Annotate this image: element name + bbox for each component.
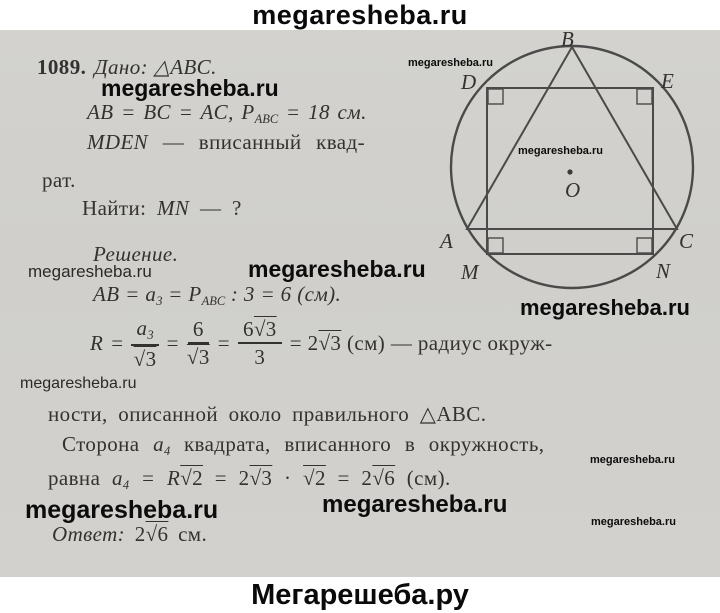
right-angle-mark-d (488, 89, 503, 104)
vertex-label-a: A (440, 229, 453, 253)
fraction-6sqrt3-3: $\frac{6√3}{3}$ (238, 318, 282, 368)
watermark-left-regular: megaresheba.ru (28, 262, 152, 281)
vertex-label-n: N (656, 259, 671, 283)
given-text: Дано: △ABC. (94, 55, 217, 79)
center-dot (567, 169, 572, 174)
watermark-mid-bold: megaresheba.ru (248, 256, 426, 282)
problem-condition-1: AB = BC = AC, $P_{ABC} = 18$ см. (87, 100, 367, 126)
site-header-text: megaresheba.ru (252, 0, 468, 30)
watermark-bottom-mid: megaresheba.ru (322, 491, 508, 518)
vertex-label-m: M (461, 260, 479, 284)
watermark-top-right: megaresheba.ru (408, 57, 493, 69)
step2-result: = 2√3 (см) — радиус окруж- (289, 330, 553, 355)
solution-step2-continued: ности, описанной около правильного △ABC. (48, 402, 487, 426)
vertex-label-c: C (679, 229, 694, 253)
watermark-right-small-2: megaresheba.ru (591, 516, 676, 528)
site-footer-text: Мегарешеба.ру (251, 579, 469, 611)
site-footer (0, 577, 720, 611)
site-header (0, 0, 720, 30)
solution-step3-line1: Сторона $a_4$ квадрата, вписанного в окружность, (62, 432, 545, 458)
solution-step2: R = $\frac{a_3}{√3}$ = $\frac{6}{√3}$ = $\frac{6√3}{3}$ = 2√3 (см) — радиус окруж- (90, 316, 553, 371)
center-label-o: O (565, 178, 581, 202)
fraction-6-sqrt3: $\frac{6}{√3}$ (186, 317, 210, 370)
vertex-label-b: B (561, 30, 574, 51)
right-angle-mark-m (488, 238, 503, 253)
problem-number: 1089. (37, 55, 87, 79)
answer-line: Ответ: 2√6 см. (52, 522, 208, 546)
watermark-under-title: megaresheba.ru (101, 75, 279, 101)
scanned-page (0, 30, 720, 577)
radius-symbol: R (90, 330, 104, 355)
right-angle-mark-e (637, 89, 652, 104)
solution-step1: AB = $a_3 = P_{ABC}$ : 3 = 6 (см). (93, 282, 342, 308)
problem-condition-2: MDEN — вписанный квад- (87, 130, 365, 154)
problem-find: Найти: MN — ? (82, 196, 242, 220)
watermark-bottom-left: megaresheba.ru (25, 496, 219, 524)
watermark-right-small-1: megaresheba.ru (590, 454, 675, 466)
right-angle-mark-n (637, 238, 652, 253)
vertex-label-e: E (661, 69, 674, 93)
watermark-left-small: megaresheba.ru (20, 375, 137, 392)
solution-step3-line2: равна $a_4 = R√2 = 2√3 \cdot √2 = 2√6$ (см). (48, 466, 451, 492)
problem-condition-2-tail: рат. (42, 168, 76, 192)
fraction-a3-sqrt3: $\frac{a_3}{√3}$ (131, 317, 158, 370)
vertex-label-d: D (461, 70, 477, 94)
solution-title: Решение. (93, 242, 179, 266)
watermark-in-diagram: megaresheba.ru (518, 145, 603, 157)
watermark-right-bold: megaresheba.ru (520, 295, 690, 320)
